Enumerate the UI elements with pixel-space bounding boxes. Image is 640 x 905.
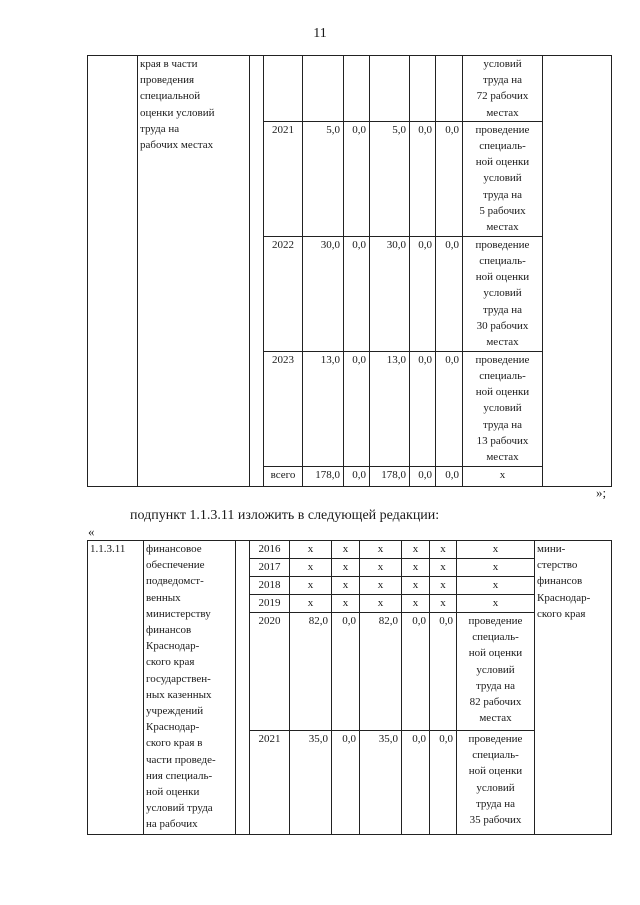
municipal-cell: 0,0 [410,351,436,466]
result-text: проведение специаль- ной оценки условий труда на 5 рабочих местах [475,123,530,234]
extrabudget-cell: х [430,541,457,559]
total-cell: х [290,577,332,595]
total-cell: 30,0 [303,236,344,351]
year-cell: 2019 [250,595,290,613]
spacer-cell [236,541,250,835]
municipal-cell: х [402,541,430,559]
federal-cell-empty [344,56,370,122]
result-text: проведение специаль- ной оценки условий труда на 30 рабочих местах [475,238,530,349]
regional-cell: 35,0 [360,731,402,835]
code-cell-empty [88,56,138,487]
total-cell: х [290,595,332,613]
extrabudget-cell: х [430,595,457,613]
total-cell: 178,0 [303,466,344,486]
result-cell [463,236,543,351]
total-cell: 5,0 [303,121,344,236]
event-name-text: финансовое обеспечение подведомст- венных министерству финансов Краснодар- ского края государствен- ных казенных учреждений Краснодар- ского края в части проведе- ния специаль- ной оценки условий труда на рабочих [146,543,216,831]
year-cell-empty [264,56,303,122]
regional-cell: х [360,541,402,559]
year-cell: 2016 [250,541,290,559]
executor-cell [535,541,612,835]
regional-cell: х [360,559,402,577]
result-cell: х [457,559,535,577]
result-cell [457,731,535,835]
regional-cell-empty [370,56,410,122]
municipal-cell: 0,0 [410,236,436,351]
program-table-new [87,540,612,835]
result-text: проведение специаль- ной оценки условий труда на 13 рабочих местах [475,353,530,464]
extrabudget-cell: 0,0 [430,613,457,731]
total-cell: 13,0 [303,351,344,466]
year-cell: 2020 [250,613,290,731]
federal-cell: 0,0 [344,351,370,466]
subpoint-instruction: подпункт 1.1.3.11 изложить в следующей редакции: [130,508,440,523]
municipal-cell: х [402,595,430,613]
event-name-text: края в части проведения специальной оценки условий труда на рабочих местах [140,58,215,152]
regional-cell: 5,0 [370,121,410,236]
federal-cell: 0,0 [344,121,370,236]
federal-cell: 0,0 [332,613,360,731]
year-cell: 2018 [250,577,290,595]
code-cell: 1.1.3.11 [88,541,144,835]
year-cell: 2021 [250,731,290,835]
closing-quote: »; [596,485,607,500]
federal-cell: 0,0 [344,466,370,486]
result-cell: х [463,466,543,486]
regional-cell: 178,0 [370,466,410,486]
federal-cell: х [332,541,360,559]
extrabudget-cell: 0,0 [436,121,463,236]
year-cell: 2017 [250,559,290,577]
federal-cell: 0,0 [332,731,360,835]
extrabudget-cell: 0,0 [436,236,463,351]
result-text: проведение специаль- ной оценки условий труда на 82 рабочих местах [468,615,523,725]
federal-cell: 0,0 [344,236,370,351]
total-cell: х [290,541,332,559]
extrabudget-cell-empty [436,56,463,122]
extrabudget-cell: х [430,577,457,595]
year-cell: 2022 [264,236,303,351]
municipal-cell: 0,0 [402,731,430,835]
regional-cell: 30,0 [370,236,410,351]
page-number: 11 [313,26,327,41]
regional-cell: х [360,595,402,613]
year-cell: 2023 [264,351,303,466]
federal-cell: х [332,595,360,613]
municipal-cell: 0,0 [402,613,430,731]
result-cell: х [457,541,535,559]
municipal-cell: 0,0 [410,121,436,236]
result-text: проведение специаль- ной оценки условий труда на 35 рабочих [468,733,523,827]
result-cell [457,613,535,731]
total-cell: х [290,559,332,577]
program-table-continuation [87,55,612,487]
total-cell: 82,0 [290,613,332,731]
spacer-cell [250,56,264,487]
table-row [88,541,612,559]
result-text: условий труда на 72 рабочих местах [476,58,529,119]
extrabudget-cell: 0,0 [436,466,463,486]
extrabudget-cell: 0,0 [436,351,463,466]
year-cell: всего [264,466,303,486]
federal-cell: х [332,559,360,577]
regional-cell: х [360,577,402,595]
federal-cell: х [332,577,360,595]
year-cell: 2021 [264,121,303,236]
total-cell-empty [303,56,344,122]
extrabudget-cell: 0,0 [430,731,457,835]
municipal-cell: 0,0 [410,466,436,486]
result-cell [463,351,543,466]
municipal-cell: х [402,577,430,595]
executor-text: мини- стерство финансов Краснодар- ского края [537,543,591,620]
extrabudget-cell: х [430,559,457,577]
result-cell: х [457,577,535,595]
municipal-cell: х [402,559,430,577]
result-cell: х [457,595,535,613]
event-name-cell [144,541,236,835]
event-name-cell [138,56,250,487]
result-cell [463,56,543,122]
regional-cell: 82,0 [360,613,402,731]
municipal-cell-empty [410,56,436,122]
opening-quote: « [88,524,95,539]
regional-cell: 13,0 [370,351,410,466]
result-cell [463,121,543,236]
total-cell: 35,0 [290,731,332,835]
executor-cell-empty [543,56,612,487]
